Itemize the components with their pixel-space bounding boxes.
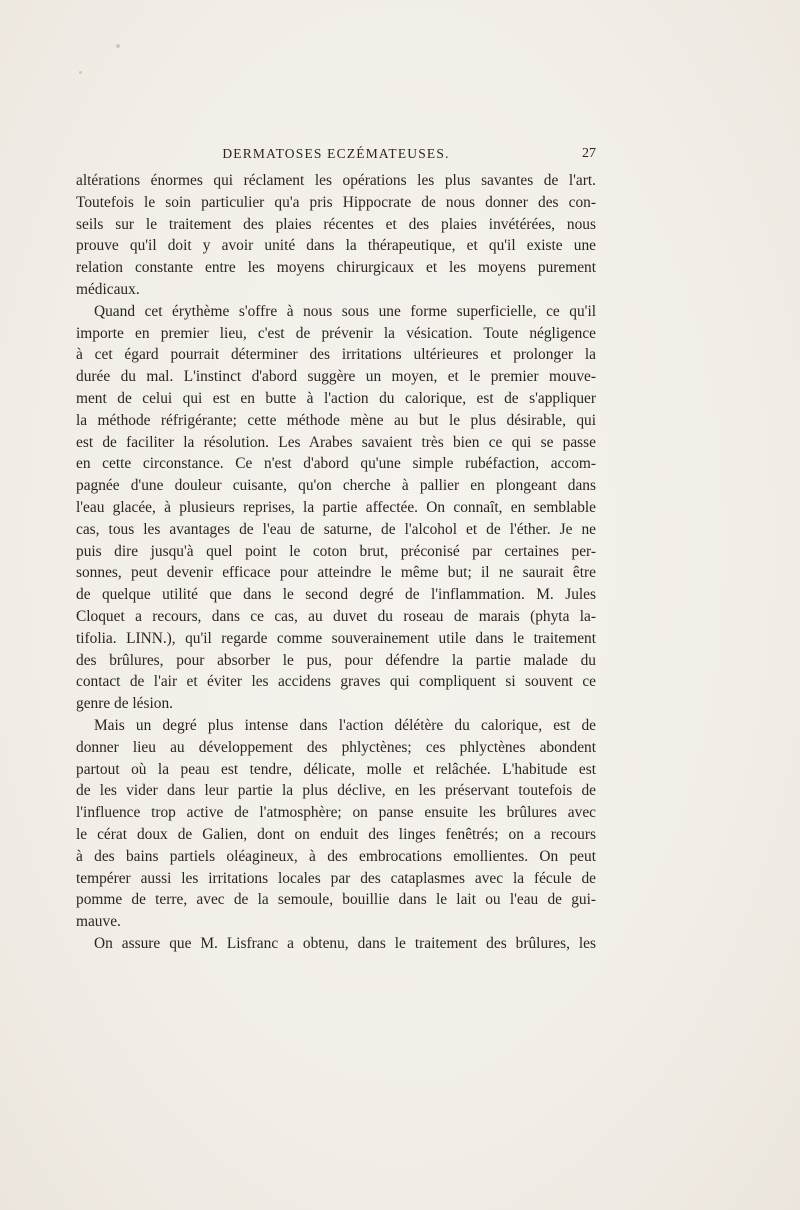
text-line: cas, tous les avantages de l'eau de saturne, de l'alcohol et de l'éther. Je ne bbox=[76, 520, 596, 538]
text-line: le cérat doux de Galien, dont on enduit des linges fenêtrés; on a recours bbox=[76, 825, 596, 843]
text-line: pagnée d'une douleur cuisante, qu'on cherche à pallier en plongeant dans bbox=[76, 477, 596, 495]
text-line: seils sur le traitement des plaies récentes et des plaies invétérées, nous bbox=[76, 215, 596, 233]
text-line: ment de celui qui est en butte à l'action du calorique, est de s'appliquer bbox=[76, 389, 596, 407]
text-line: puis dire jusqu'à quel point le coton brut, préconisé par certaines per- bbox=[76, 542, 596, 560]
text-line: de les vider dans leur partie la plus déclive, en les préservant toutefois de bbox=[76, 782, 596, 800]
paper-spot bbox=[116, 44, 120, 48]
text-line: Quand cet érythème s'offre à nous sous une forme superficielle, ce qu'il bbox=[94, 302, 596, 320]
text-line: médicaux. bbox=[76, 280, 140, 298]
text-line: l'eau glacée, à plusieurs reprises, la partie affectée. On connaît, en semblable bbox=[76, 498, 596, 516]
text-line: Toutefois le soin particulier qu'a pris Hippocrate de nous donner des con- bbox=[76, 193, 596, 211]
text-line: l'influence trop active de l'atmosphère; on panse ensuite les brûlures avec bbox=[76, 804, 596, 822]
text-line: pomme de terre, avec de la semoule, bouillie dans le lait ou l'eau de gui- bbox=[76, 891, 596, 909]
text-line: durée du mal. L'instinct d'abord suggère un moyen, et le premier mouve- bbox=[76, 368, 596, 386]
text-line: relation constante entre les moyens chirurgicaux et les moyens purement bbox=[76, 259, 596, 277]
text-line: partout où la peau est tendre, délicate, molle et relâchée. L'habitude est bbox=[76, 760, 596, 778]
text-line: altérations énormes qui réclament les opérations les plus savantes de l'art. bbox=[76, 172, 596, 189]
paper-spot bbox=[79, 71, 82, 74]
text-line: sonnes, peut devenir efficace pour atteindre le même but; il ne saurait être bbox=[76, 564, 596, 582]
text-line: mauve. bbox=[76, 913, 121, 931]
text-line: à cet égard pourrait déterminer des irritations ultérieures et prolonger la bbox=[76, 346, 596, 364]
text-line: Cloquet a recours, dans ce cas, au duvet du roseau de marais (phyta la- bbox=[76, 607, 596, 625]
text-line: Mais un degré plus intense dans l'action délétère du calorique, est de bbox=[94, 716, 596, 734]
text-line: en cette circonstance. Ce n'est d'abord qu'une simple rubéfaction, accom- bbox=[76, 455, 596, 473]
text-line: à des bains partiels oléagineux, à des embrocations emollientes. On peut bbox=[76, 847, 596, 865]
text-line: On assure que M. Lisfranc a obtenu, dans le traitement des brûlures, les bbox=[94, 934, 596, 952]
text-line: la méthode réfrigérante; cette méthode mène au but le plus désirable, qui bbox=[76, 411, 596, 429]
text-line: des brûlures, pour absorber le pus, pour défendre la partie malade du bbox=[76, 651, 596, 669]
body-text bbox=[76, 170, 596, 955]
text-line: importe en premier lieu, c'est de prévenir la vésication. Toute négligence bbox=[76, 324, 596, 342]
page-header bbox=[76, 146, 596, 164]
text-line: donner lieu au développement des phlyctènes; ces phlyctènes abondent bbox=[76, 738, 596, 756]
text-line: de quelque utilité que dans le second degré de l'inflammation. M. Jules bbox=[76, 586, 596, 604]
text-line: genre de lésion. bbox=[76, 695, 174, 713]
running-head: DERMATOSES ECZÉMATEUSES. bbox=[222, 146, 450, 161]
text-line: tifolia. LINN.), qu'il regarde comme souverainement utile dans le traitement bbox=[76, 629, 596, 647]
text-line: contact de l'air et éviter les accidens graves qui compliquent si souvent ce bbox=[76, 673, 596, 691]
text-line: prouve qu'il doit y avoir unité dans la thérapeutique, et qu'il existe une bbox=[76, 237, 596, 255]
page-number: 27 bbox=[582, 146, 596, 161]
text-line: est de faciliter la résolution. Les Arabes savaient très bien ce qui se passe bbox=[76, 433, 596, 451]
text-line: tempérer aussi les irritations locales par des cataplasmes avec la fécule de bbox=[76, 869, 596, 887]
